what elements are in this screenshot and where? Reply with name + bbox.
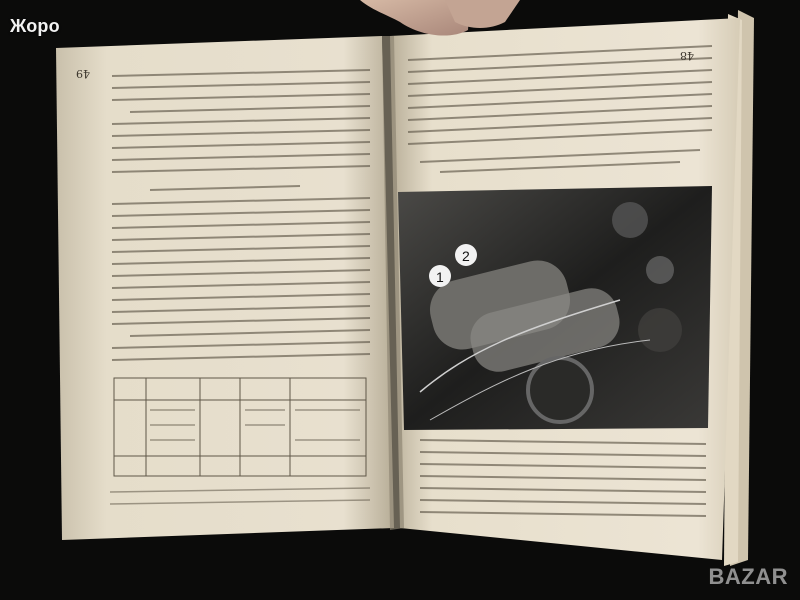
right-page-number: 48 bbox=[680, 49, 694, 62]
logo: BAZAR bbox=[708, 564, 788, 589]
marker-label-1: 1 bbox=[436, 269, 444, 285]
left-page bbox=[56, 36, 394, 540]
marker-label-2: 2 bbox=[462, 248, 470, 264]
watermark: Жоро bbox=[10, 16, 60, 36]
left-page-number: 49 bbox=[76, 67, 90, 80]
engine-photo bbox=[398, 186, 712, 430]
right-page bbox=[390, 18, 740, 560]
